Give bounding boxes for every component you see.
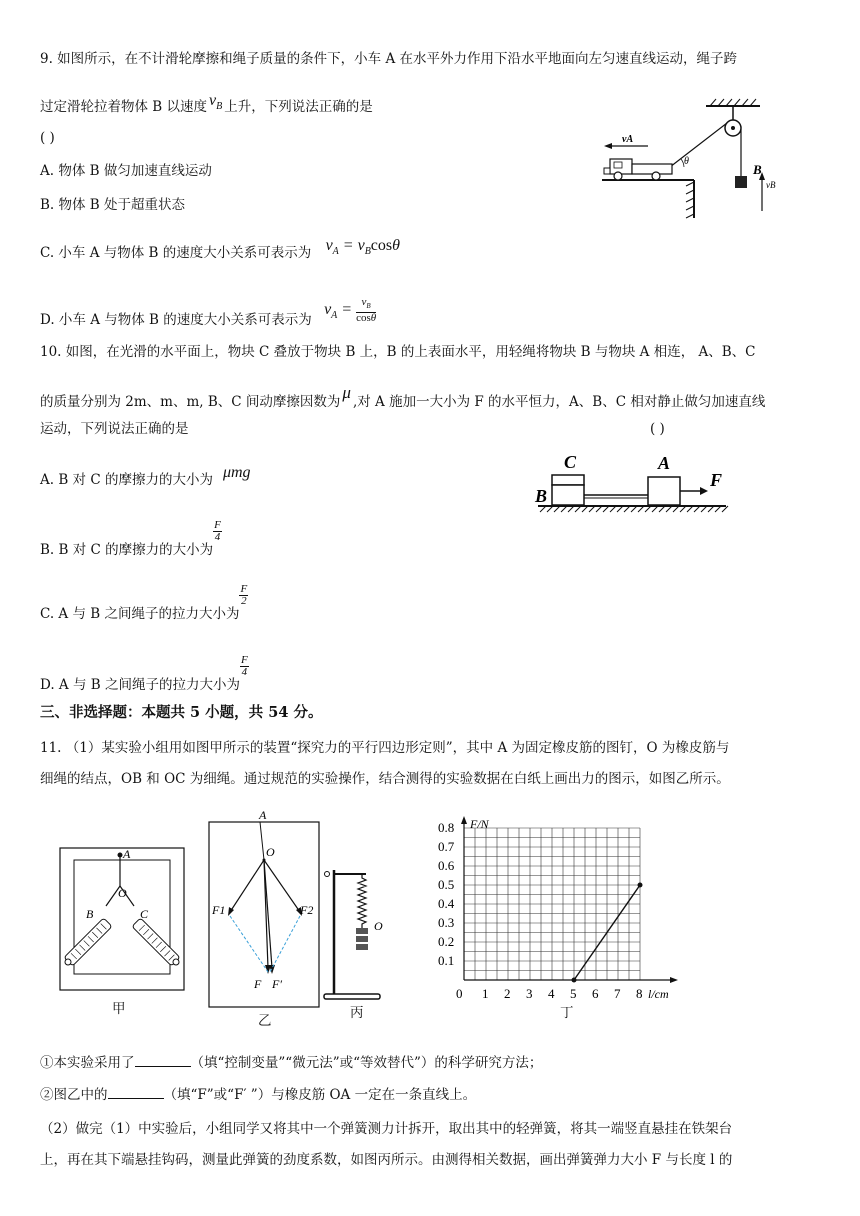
q10-formula-a: μmg: [222, 464, 251, 481]
svg-text:B: B: [535, 486, 548, 506]
y-tick-label: 0.2: [438, 934, 455, 949]
svg-text:O: O: [374, 919, 383, 933]
x-tick-label: 5: [570, 986, 577, 1001]
q10-option-d: D. A 与 B 之间绳子的拉力大小为 $\frac{F}{4}$: [40, 654, 248, 693]
q10-formula-d: $\frac{F}{4}$: [240, 654, 248, 678]
q11-question-2: ②图乙中的 （填“F”或“F′ ”）与橡皮筋 OA 一定在一条直线上。: [40, 1087, 477, 1103]
svg-text:vB: vB: [766, 180, 776, 190]
q9-stem-line1: 9. 如图所示，在不计滑轮摩擦和绳子质量的条件下，小车 A 在水平外力作用下沿水平地面向左匀速直线运动，绳子跨: [40, 51, 738, 67]
x-tick-label: 2: [504, 986, 511, 1001]
caption-yi: 乙: [258, 1013, 272, 1029]
q9-formula-d: $v_A$ = $\frac{v_B}{\cos\theta}$: [324, 296, 377, 325]
block-a: [648, 477, 680, 505]
answer-blank-1[interactable]: [135, 1054, 191, 1067]
q10-option-b: B. B 对 C 的摩擦力的大小为 $\frac{F}{4}$: [40, 519, 221, 558]
q10-stem-line1: 10. 如图，在光滑的水平面上，物块 C 叠放于物块 B 上，B 的上表面水平，用轻绳将物块 B 与物块 A 相连， A、B、C: [40, 344, 756, 360]
q10-stem-line2: 的质量分别为 2m、m、m, B、C 间动摩擦因数为 μ ,对 A 施加一大小为 F 的水平恒力，A、B、C 相对静止做匀加速直线: [40, 383, 766, 410]
q9-paren: ( ): [40, 130, 55, 146]
y-tick-label: 0.6: [438, 858, 455, 873]
answer-blank-2[interactable]: [108, 1086, 164, 1099]
chart-y-label: F/N: [470, 817, 489, 831]
q9-stem-text-a: 过定滑轮拉着物体 B 以速度: [40, 99, 208, 115]
block-b: [552, 485, 584, 505]
q9-option-c: C. 小车 A 与物体 B 的速度大小关系可表示为 $v_A = v_B\cos\theta$: [40, 237, 400, 261]
q10-stem-line3: 运动，下列说法正确的是: [40, 421, 189, 437]
q10-formula-c: $\frac{F}{2}$: [240, 583, 248, 607]
svg-text:C: C: [564, 452, 577, 472]
svg-text:F: F: [710, 470, 723, 490]
x-tick-label: 6: [592, 986, 599, 1001]
chart-grid: [464, 828, 640, 980]
x-tick-label: 1: [482, 986, 489, 1001]
caption-jia: 甲: [112, 1001, 126, 1017]
y-tick-label: 0.3: [438, 915, 455, 930]
q11-p1-line1: 11. （1）某实验小组用如图甲所示的装置“探究力的平行四边形定则”，其中 A 为固定橡皮筋的图钉，O 为橡皮筋与: [40, 740, 730, 756]
svg-text:C: C: [140, 907, 149, 921]
q9-figure-truck-pulley: [596, 96, 776, 221]
svg-text:A: A: [658, 453, 671, 473]
q9-formula-c: $v_A = v_B\cos\theta$: [325, 237, 400, 258]
x-tick-label: 3: [526, 986, 533, 1001]
q11-figure-bing: [322, 860, 392, 1002]
svg-text:F1: F1: [212, 903, 226, 917]
q11-figure-yi: [208, 808, 320, 1008]
svg-text:vA: vA: [622, 134, 634, 145]
svg-text:A: A: [123, 847, 131, 861]
q10-option-c: C. A 与 B 之间绳子的拉力大小为 $\frac{F}{2}$: [40, 583, 248, 622]
chart-y-ticks: [438, 820, 455, 968]
q11-figure-ding-chart: [422, 812, 669, 1008]
q10-formula-b: $\frac{F}{4}$: [214, 519, 221, 543]
svg-text:F2: F2: [300, 903, 314, 917]
svg-text:O: O: [118, 886, 127, 900]
q10-option-a: A. B 对 C 的摩擦力的大小为 μmg: [40, 464, 251, 488]
caption-bing: 丙: [350, 1005, 364, 1021]
svg-text:F′: F′: [272, 977, 282, 991]
chart-x-ticks: [456, 986, 643, 1001]
q11-p2-line2: 上，再在其下端悬挂钩码，测量此弹簧的劲度系数，如图丙所示。由测得相关数据，画出弹簧弹力大小 F 与长度 l 的: [40, 1152, 733, 1168]
chart-x-label: l/cm: [648, 987, 669, 1001]
y-tick-label: 0.5: [438, 877, 455, 892]
section-title: 三、非选择题：本题共 5 小题，共 54 分。: [40, 704, 323, 721]
q11-figure-jia: [58, 846, 186, 996]
caption-ding: 丁: [560, 1005, 574, 1021]
y-tick-label: 0.4: [438, 896, 455, 911]
svg-text:F: F: [254, 977, 262, 991]
x-tick-label: 7: [614, 986, 621, 1001]
q9-vb: $v_B$: [209, 92, 223, 113]
y-tick-label: 0.8: [438, 820, 455, 835]
svg-text:θ: θ: [684, 156, 689, 167]
svg-text:A: A: [259, 808, 267, 822]
data-point: [638, 883, 643, 888]
q11-p1-line2: 细绳的结点，OB 和 OC 为细绳。通过规范的实验操作，结合测得的实验数据在白纸上画出力的图示，如图乙所示。: [40, 771, 730, 787]
x-tick-label: 0: [456, 986, 463, 1001]
q11-p2-line1: （2）做完（1）中实验后，小组同学又将其中一个弹簧测力计拆开，取出其中的轻弹簧，将其一端竖直悬挂在铁架台: [40, 1121, 733, 1137]
y-tick-label: 0.1: [438, 953, 455, 968]
q9-stem-line2: [40, 92, 373, 122]
q11-question-1: ①本实验采用了 （填“控制变量”“微元法”或“等效替代”）的科学研究方法；: [40, 1055, 543, 1071]
block-c: [552, 475, 584, 485]
q9-option-a: A. 物体 B 做匀加速直线运动: [40, 163, 212, 179]
svg-text:O: O: [266, 845, 275, 859]
x-axis-arrow: [670, 977, 678, 983]
q9-option-b: B. 物体 B 处于超重状态: [40, 197, 186, 213]
svg-text:B: B: [753, 162, 762, 177]
q10-mu: μ: [342, 383, 351, 402]
x-tick-label: 4: [548, 986, 555, 1001]
spring-icon: [358, 874, 366, 928]
q9-option-d: D. 小车 A 与物体 B 的速度大小关系可表示为 $v_A$ = $\frac{v_B}{\cos\theta}$: [40, 296, 377, 329]
x-tick-label: 8: [636, 986, 643, 1001]
truck-icon: [604, 159, 672, 180]
y-axis-arrow: [461, 816, 467, 824]
y-tick-label: 0.7: [438, 839, 455, 854]
q9-stem-text-b: 上升，下列说法正确的是: [224, 99, 373, 115]
block-b: [735, 176, 747, 188]
chart-axes: [461, 816, 678, 983]
data-point: [572, 978, 577, 983]
svg-text:B: B: [86, 907, 94, 921]
q10-figure-blocks: [530, 450, 730, 520]
q10-paren: ( ): [650, 421, 665, 437]
